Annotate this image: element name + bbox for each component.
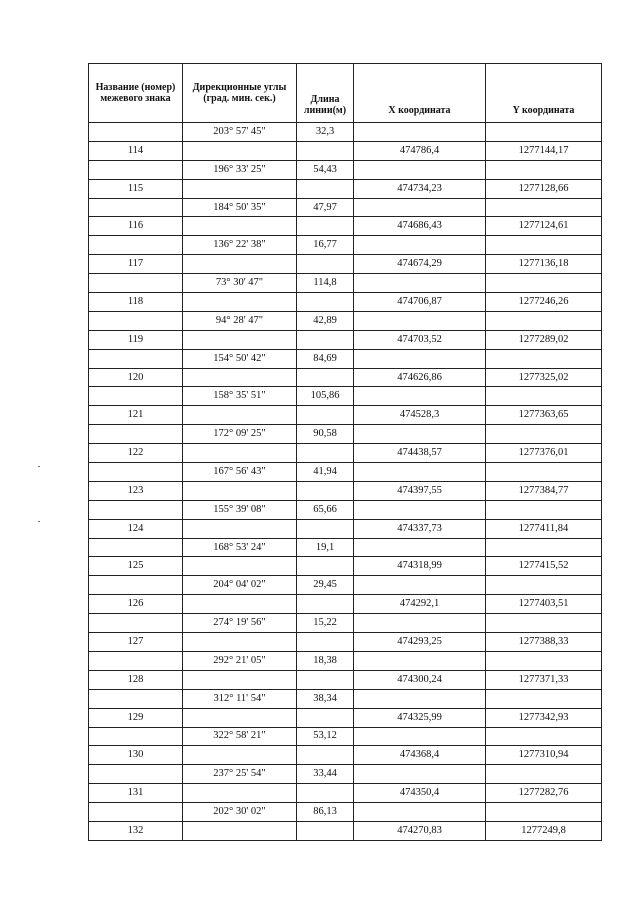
direction-angle-cell [183, 330, 297, 349]
x-coordinate-cell: 474686,43 [354, 217, 486, 236]
line-length-cell: 38,34 [297, 689, 354, 708]
table-row [89, 557, 602, 576]
x-coordinate-cell [354, 689, 486, 708]
direction-angle-cell: 73° 30' 47" [183, 274, 297, 293]
x-coordinate-cell: 474703,52 [354, 330, 486, 349]
x-coordinate-cell [354, 614, 486, 633]
line-length-cell [297, 179, 354, 198]
marker-name-cell: 114 [89, 141, 183, 160]
line-length-cell: 32,3 [297, 123, 354, 142]
x-coordinate-cell: 474626,86 [354, 368, 486, 387]
direction-angle-cell: 167° 56' 43" [183, 463, 297, 482]
direction-angle-cell: 237° 25' 54" [183, 765, 297, 784]
direction-angle-cell [183, 784, 297, 803]
direction-angle-cell [183, 293, 297, 312]
table-row [89, 614, 602, 633]
y-coordinate-cell [486, 274, 602, 293]
table-row [89, 689, 602, 708]
x-coordinate-cell: 474734,23 [354, 179, 486, 198]
x-coordinate-cell [354, 387, 486, 406]
line-length-cell: 33,44 [297, 765, 354, 784]
x-coordinate-cell [354, 651, 486, 670]
scan-speck [38, 466, 40, 467]
line-length-cell [297, 255, 354, 274]
marker-name-cell [89, 349, 183, 368]
marker-name-cell: 128 [89, 670, 183, 689]
direction-angle-cell [183, 368, 297, 387]
table-row [89, 311, 602, 330]
x-coordinate-cell: 474397,55 [354, 481, 486, 500]
table-row [89, 217, 602, 236]
direction-angle-cell: 155° 39' 08" [183, 500, 297, 519]
table-row [89, 406, 602, 425]
y-coordinate-cell [486, 500, 602, 519]
line-length-cell [297, 821, 354, 840]
line-length-cell [297, 633, 354, 652]
line-length-cell: 84,69 [297, 349, 354, 368]
line-length-cell [297, 708, 354, 727]
table-row [89, 765, 602, 784]
y-coordinate-cell: 1277415,52 [486, 557, 602, 576]
y-coordinate-cell [486, 576, 602, 595]
y-coordinate-cell: 1277282,76 [486, 784, 602, 803]
y-coordinate-cell [486, 765, 602, 784]
y-coordinate-cell: 1277342,93 [486, 708, 602, 727]
y-coordinate-cell: 1277384,77 [486, 481, 602, 500]
marker-name-cell [89, 123, 183, 142]
y-coordinate-cell: 1277388,33 [486, 633, 602, 652]
table-row [89, 141, 602, 160]
line-length-cell: 54,43 [297, 160, 354, 179]
x-coordinate-cell [354, 123, 486, 142]
y-coordinate-cell: 1277144,17 [486, 141, 602, 160]
table-row [89, 330, 602, 349]
line-length-cell: 114,8 [297, 274, 354, 293]
direction-angle-cell [183, 481, 297, 500]
line-length-cell [297, 141, 354, 160]
header-x-coordinate: X координата [354, 64, 486, 123]
marker-name-cell: 125 [89, 557, 183, 576]
direction-angle-cell: 136° 22' 38" [183, 236, 297, 255]
marker-name-cell [89, 727, 183, 746]
direction-angle-cell [183, 595, 297, 614]
y-coordinate-cell: 1277124,61 [486, 217, 602, 236]
marker-name-cell: 130 [89, 746, 183, 765]
marker-name-cell [89, 614, 183, 633]
marker-name-cell [89, 387, 183, 406]
direction-angle-cell: 322° 58' 21" [183, 727, 297, 746]
x-coordinate-cell [354, 765, 486, 784]
table-row [89, 463, 602, 482]
x-coordinate-cell: 474368,4 [354, 746, 486, 765]
table-row [89, 784, 602, 803]
header-marker-name: Название (номер) межевого знака [89, 64, 183, 123]
line-length-cell: 19,1 [297, 538, 354, 557]
marker-name-cell [89, 689, 183, 708]
line-length-cell [297, 330, 354, 349]
table-row [89, 160, 602, 179]
table-row [89, 746, 602, 765]
direction-angle-cell: 196° 33' 25" [183, 160, 297, 179]
table-row [89, 538, 602, 557]
line-length-cell: 90,58 [297, 425, 354, 444]
y-coordinate-cell: 1277325,02 [486, 368, 602, 387]
y-coordinate-cell: 1277249,8 [486, 821, 602, 840]
line-length-cell [297, 444, 354, 463]
x-coordinate-cell [354, 425, 486, 444]
table-row [89, 274, 602, 293]
table-row [89, 821, 602, 840]
direction-angle-cell [183, 670, 297, 689]
direction-angle-cell [183, 557, 297, 576]
marker-name-cell: 124 [89, 519, 183, 538]
line-length-cell [297, 670, 354, 689]
table-row [89, 236, 602, 255]
x-coordinate-cell: 474528,3 [354, 406, 486, 425]
direction-angle-cell [183, 519, 297, 538]
line-length-cell: 86,13 [297, 803, 354, 822]
x-coordinate-cell: 474318,99 [354, 557, 486, 576]
x-coordinate-cell: 474786,4 [354, 141, 486, 160]
table-row [89, 368, 602, 387]
line-length-cell: 18,38 [297, 651, 354, 670]
line-length-cell: 41,94 [297, 463, 354, 482]
direction-angle-cell: 274° 19' 56" [183, 614, 297, 633]
table-row [89, 255, 602, 274]
marker-name-cell [89, 236, 183, 255]
y-coordinate-cell: 1277403,51 [486, 595, 602, 614]
marker-name-cell [89, 538, 183, 557]
header-y-coordinate: Y координата [486, 64, 602, 123]
marker-name-cell [89, 274, 183, 293]
direction-angle-cell: 312° 11' 54" [183, 689, 297, 708]
x-coordinate-cell [354, 311, 486, 330]
header-direction-angle: Дирекционные углы (град. мин. сек.) [183, 64, 297, 123]
x-coordinate-cell: 474438,57 [354, 444, 486, 463]
marker-name-cell [89, 160, 183, 179]
direction-angle-cell: 158° 35' 51" [183, 387, 297, 406]
marker-name-cell: 122 [89, 444, 183, 463]
y-coordinate-cell [486, 689, 602, 708]
boundary-coordinates-table [88, 63, 602, 841]
y-coordinate-cell [486, 727, 602, 746]
y-coordinate-cell [486, 803, 602, 822]
x-coordinate-cell [354, 727, 486, 746]
marker-name-cell [89, 651, 183, 670]
table-row [89, 708, 602, 727]
y-coordinate-cell: 1277289,02 [486, 330, 602, 349]
line-length-cell [297, 519, 354, 538]
marker-name-cell [89, 765, 183, 784]
marker-name-cell [89, 576, 183, 595]
direction-angle-cell: 172° 09' 25" [183, 425, 297, 444]
y-coordinate-cell: 1277363,65 [486, 406, 602, 425]
table-row [89, 349, 602, 368]
table-row [89, 651, 602, 670]
marker-name-cell: 120 [89, 368, 183, 387]
y-coordinate-cell [486, 387, 602, 406]
table-header-row [89, 64, 602, 123]
direction-angle-cell: 94° 28' 47" [183, 311, 297, 330]
direction-angle-cell: 154° 50' 42" [183, 349, 297, 368]
y-coordinate-cell [486, 425, 602, 444]
marker-name-cell: 118 [89, 293, 183, 312]
direction-angle-cell: 168° 53' 24" [183, 538, 297, 557]
direction-angle-cell: 292° 21' 05" [183, 651, 297, 670]
x-coordinate-cell [354, 198, 486, 217]
x-coordinate-cell [354, 349, 486, 368]
x-coordinate-cell [354, 803, 486, 822]
y-coordinate-cell: 1277310,94 [486, 746, 602, 765]
line-length-cell [297, 557, 354, 576]
marker-name-cell: 116 [89, 217, 183, 236]
direction-angle-cell [183, 821, 297, 840]
y-coordinate-cell [486, 349, 602, 368]
x-coordinate-cell [354, 576, 486, 595]
y-coordinate-cell [486, 614, 602, 633]
table-row [89, 670, 602, 689]
x-coordinate-cell [354, 500, 486, 519]
table-body [89, 123, 602, 841]
y-coordinate-cell [486, 311, 602, 330]
table-row [89, 595, 602, 614]
table-row [89, 387, 602, 406]
x-coordinate-cell: 474300,24 [354, 670, 486, 689]
table-row [89, 519, 602, 538]
line-length-cell: 105,86 [297, 387, 354, 406]
y-coordinate-cell: 1277136,18 [486, 255, 602, 274]
line-length-cell [297, 595, 354, 614]
marker-name-cell: 115 [89, 179, 183, 198]
direction-angle-cell [183, 708, 297, 727]
line-length-cell [297, 368, 354, 387]
marker-name-cell [89, 198, 183, 217]
table-row [89, 425, 602, 444]
x-coordinate-cell: 474293,25 [354, 633, 486, 652]
marker-name-cell: 121 [89, 406, 183, 425]
line-length-cell: 47,97 [297, 198, 354, 217]
y-coordinate-cell [486, 198, 602, 217]
table-row [89, 198, 602, 217]
marker-name-cell: 127 [89, 633, 183, 652]
table-row [89, 123, 602, 142]
direction-angle-cell [183, 141, 297, 160]
table-row [89, 633, 602, 652]
direction-angle-cell [183, 255, 297, 274]
y-coordinate-cell: 1277411,84 [486, 519, 602, 538]
x-coordinate-cell [354, 463, 486, 482]
line-length-cell: 42,89 [297, 311, 354, 330]
table-row [89, 444, 602, 463]
y-coordinate-cell: 1277246,26 [486, 293, 602, 312]
direction-angle-cell [183, 444, 297, 463]
direction-angle-cell [183, 633, 297, 652]
x-coordinate-cell [354, 236, 486, 255]
marker-name-cell: 126 [89, 595, 183, 614]
table-row [89, 727, 602, 746]
table-row [89, 481, 602, 500]
line-length-cell: 53,12 [297, 727, 354, 746]
line-length-cell [297, 784, 354, 803]
y-coordinate-cell [486, 160, 602, 179]
y-coordinate-cell [486, 538, 602, 557]
line-length-cell: 65,66 [297, 500, 354, 519]
x-coordinate-cell [354, 274, 486, 293]
line-length-cell [297, 293, 354, 312]
y-coordinate-cell [486, 651, 602, 670]
line-length-cell: 15,22 [297, 614, 354, 633]
y-coordinate-cell: 1277376,01 [486, 444, 602, 463]
x-coordinate-cell: 474270,83 [354, 821, 486, 840]
marker-name-cell: 123 [89, 481, 183, 500]
marker-name-cell: 131 [89, 784, 183, 803]
direction-angle-cell [183, 179, 297, 198]
line-length-cell [297, 481, 354, 500]
line-length-cell [297, 406, 354, 425]
x-coordinate-cell: 474674,29 [354, 255, 486, 274]
header-line-length: Длина линии(м) [297, 64, 354, 123]
direction-angle-cell [183, 406, 297, 425]
y-coordinate-cell [486, 463, 602, 482]
x-coordinate-cell: 474706,87 [354, 293, 486, 312]
marker-name-cell: 117 [89, 255, 183, 274]
direction-angle-cell: 184° 50' 35" [183, 198, 297, 217]
x-coordinate-cell: 474292,1 [354, 595, 486, 614]
y-coordinate-cell [486, 236, 602, 255]
table-row [89, 803, 602, 822]
marker-name-cell [89, 803, 183, 822]
x-coordinate-cell: 474350,4 [354, 784, 486, 803]
direction-angle-cell [183, 217, 297, 236]
marker-name-cell: 132 [89, 821, 183, 840]
x-coordinate-cell [354, 538, 486, 557]
line-length-cell [297, 217, 354, 236]
direction-angle-cell: 203° 57' 45" [183, 123, 297, 142]
y-coordinate-cell: 1277128,66 [486, 179, 602, 198]
direction-angle-cell: 202° 30' 02" [183, 803, 297, 822]
x-coordinate-cell [354, 160, 486, 179]
x-coordinate-cell: 474325,99 [354, 708, 486, 727]
direction-angle-cell [183, 746, 297, 765]
marker-name-cell [89, 311, 183, 330]
line-length-cell: 16,77 [297, 236, 354, 255]
y-coordinate-cell: 1277371,33 [486, 670, 602, 689]
y-coordinate-cell [486, 123, 602, 142]
marker-name-cell: 129 [89, 708, 183, 727]
line-length-cell: 29,45 [297, 576, 354, 595]
table-row [89, 293, 602, 312]
table-row [89, 179, 602, 198]
marker-name-cell [89, 425, 183, 444]
table-row [89, 500, 602, 519]
marker-name-cell: 119 [89, 330, 183, 349]
table-row [89, 576, 602, 595]
line-length-cell [297, 746, 354, 765]
marker-name-cell [89, 463, 183, 482]
x-coordinate-cell: 474337,73 [354, 519, 486, 538]
marker-name-cell [89, 500, 183, 519]
scan-speck [38, 521, 40, 522]
direction-angle-cell: 204° 04' 02" [183, 576, 297, 595]
